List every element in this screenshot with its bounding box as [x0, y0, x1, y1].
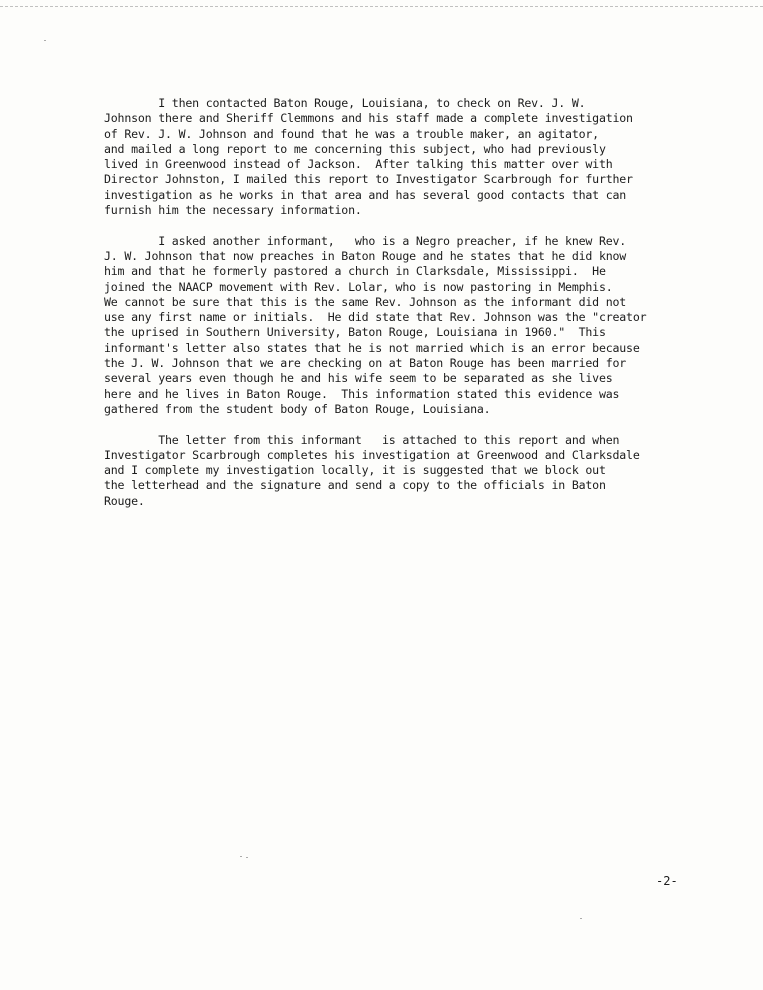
text-line: gathered from the student body of Baton Rouge, Louisiana.	[104, 401, 491, 416]
text-line: joined the NAACP movement with Rev. Lolar, who is now pastoring in Memphis.	[104, 279, 613, 294]
text-line: and I complete my investigation locally, it is suggested that we block out	[104, 463, 606, 478]
text-line: and mailed a long report to me concerning this subject, who had previously	[104, 141, 606, 156]
text-line: informant's letter also states that he is not married which is an error because	[104, 340, 640, 355]
text-line: of Rev. J. W. Johnson and found that he was a trouble maker, an agitator,	[104, 126, 599, 141]
text-line: J. W. Johnson that now preaches in Baton Rouge and he states that he did know	[104, 248, 627, 263]
text-line: Rouge.	[104, 493, 145, 508]
text-line: the uprised in Southern University, Baton Rouge, Louisiana in 1960." This	[104, 325, 606, 340]
scan-speck	[246, 857, 248, 858]
scan-speck	[240, 856, 242, 857]
text-line: Director Johnston, I mailed this report to Investigator Scarbrough for further	[104, 172, 633, 187]
text-line: Johnson there and Sheriff Clemmons and his staff made a complete investigation	[104, 111, 633, 126]
page-top-edge	[0, 0, 763, 7]
text-line: furnish him the necessary information.	[104, 203, 362, 218]
text-line: The letter from this informant is attached to this report and when	[104, 432, 620, 447]
document-body	[104, 96, 714, 524]
text-line: here and he lives in Baton Rouge. This information stated this evidence was	[104, 386, 620, 401]
page-number: -2-	[656, 874, 678, 888]
text-line: lived in Greenwood instead of Jackson. After talking this matter over with	[104, 157, 613, 172]
scan-speck	[580, 918, 582, 919]
scan-speck	[44, 40, 46, 41]
text-line: several years even though he and his wife seem to be separated as she lives	[104, 371, 613, 386]
text-line: I asked another informant, who is a Negro preacher, if he knew Rev.	[104, 233, 627, 248]
paragraph	[104, 433, 714, 509]
text-line: Investigator Scarbrough completes his investigation at Greenwood and Clarksdale	[104, 447, 640, 462]
text-line: the letterhead and the signature and send a copy to the officials in Baton	[104, 478, 606, 493]
text-line: I then contacted Baton Rouge, Louisiana, to check on Rev. J. W.	[104, 96, 586, 110]
text-line: use any first name or initials. He did state that Rev. Johnson was the "creator	[104, 310, 647, 325]
text-line: investigation as he works in that area and has several good contacts that can	[104, 187, 627, 202]
paragraph	[104, 96, 714, 218]
text-line: the J. W. Johnson that we are checking on at Baton Rouge has been married for	[104, 356, 627, 371]
text-line: him and that he formerly pastored a church in Clarksdale, Mississippi. He	[104, 264, 606, 279]
paragraph	[104, 234, 714, 418]
text-line: We cannot be sure that this is the same Rev. Johnson as the informant did not	[104, 294, 627, 309]
